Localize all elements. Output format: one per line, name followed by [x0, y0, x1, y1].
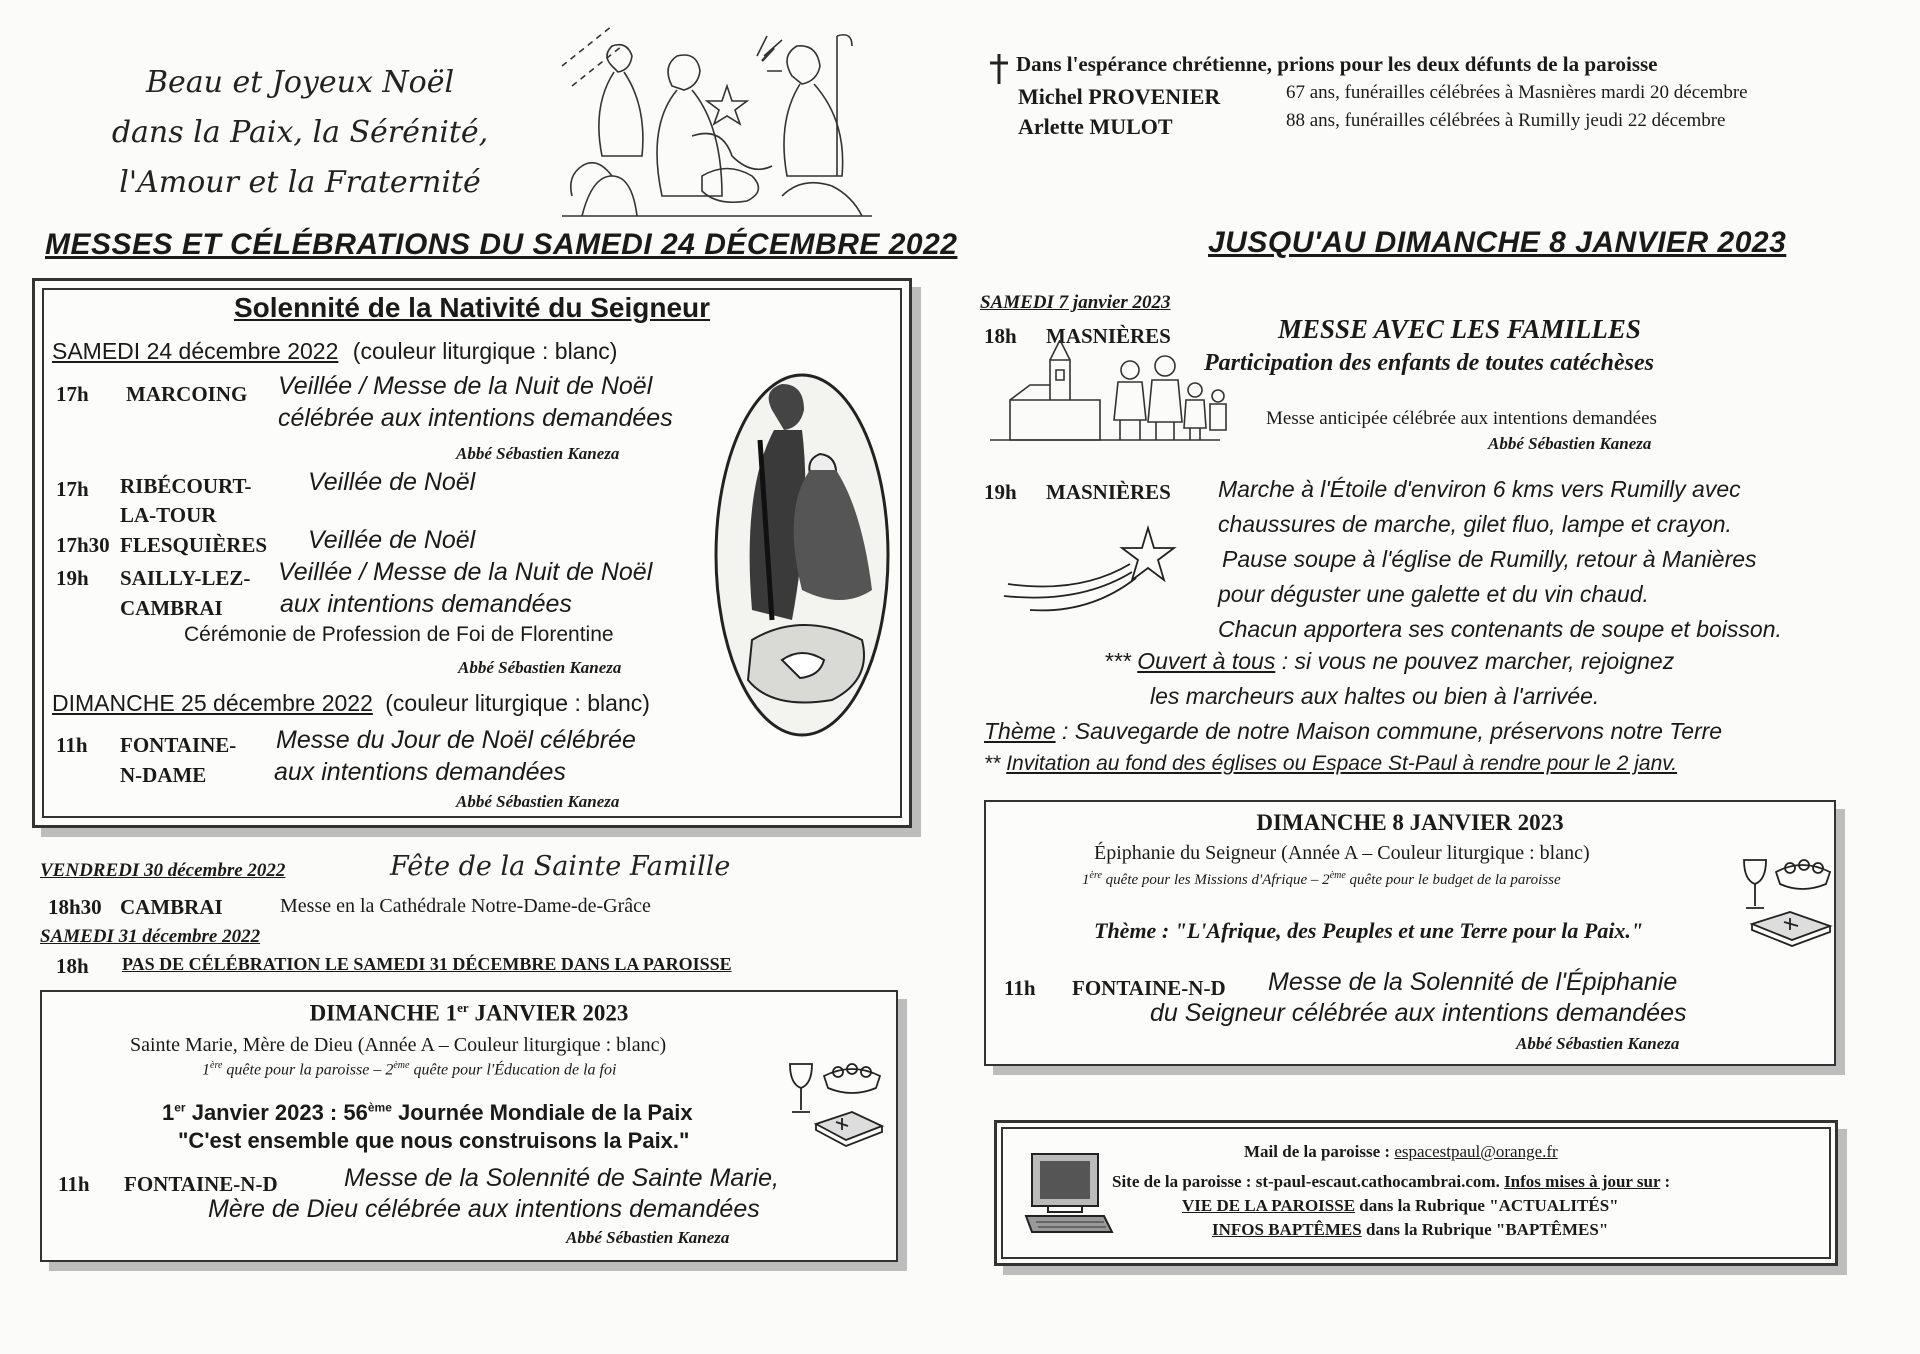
contact-bapt-link[interactable]: INFOS BAPTÊMES	[1212, 1220, 1362, 1239]
jan8-quete	[1082, 870, 1561, 889]
jan1-title	[40, 1000, 898, 1027]
e4-place-2: CAMBRAI	[120, 596, 223, 620]
contact-infos-colon: :	[1660, 1172, 1671, 1191]
jan7-anticipated: Messe anticipée célébrée aux intentions demandées	[1266, 408, 1657, 429]
sat24-header	[52, 338, 617, 365]
sat31-date: SAMEDI 31 décembre 2022	[40, 926, 261, 947]
e5-place-1: FONTAINE-	[120, 733, 237, 757]
jan1-quote: "C'est ensemble que nous construisons la Paix."	[178, 1128, 690, 1153]
jan1-title-a: DIMANCHE 1	[309, 1000, 458, 1026]
jan8-time: 11h	[1004, 976, 1036, 1000]
holy-family-place: CAMBRAI	[120, 895, 223, 919]
greeting-line-3: l'Amour et la Fraternité	[119, 165, 481, 200]
jan1-quete-sup1: ère	[210, 1060, 223, 1071]
contact-vie-text: dans la Rubrique "ACTUALITÉS"	[1355, 1196, 1619, 1215]
jan7-walk-line-3: Pause soupe à l'église de Rumilly, retour à Manières	[1222, 546, 1757, 572]
jan7-theme-text: : Sauvegarde de notre Maison commune, préservons notre Terre	[1055, 718, 1723, 744]
holy-family-date: VENDREDI 30 décembre 2022	[40, 860, 286, 881]
jan8-quete-sup1: ère	[1089, 870, 1102, 881]
jan7-date: SAMEDI 7 janvier 2023	[980, 292, 1171, 313]
greeting	[60, 58, 540, 208]
jan8-line2: du Seigneur célébrée aux intentions demandées	[1150, 999, 1687, 1027]
deceased-name-1: Michel PROVENIER	[1018, 84, 1221, 109]
jan1-day-c: Journée Mondiale de la Paix	[391, 1100, 693, 1125]
e5-place-2: N-DAME	[120, 763, 207, 787]
jan7-theme	[984, 718, 1722, 745]
contact-mail-link[interactable]: espacestpaul@orange.fr	[1394, 1142, 1558, 1161]
e1-signature: Abbé Sébastien Kaneza	[456, 444, 620, 463]
e3-place: FLESQUIÈRES	[120, 533, 268, 557]
computer-icon	[1024, 1152, 1116, 1236]
jan7-open-text: : si vous ne pouvez marcher, rejoignez	[1275, 648, 1675, 674]
greeting-line-1: Beau et Joyeux Noël	[145, 65, 455, 100]
e4-place-1: SAILLY-LEZ-	[120, 566, 251, 590]
deceased-details-1: 67 ans, funérailles célébrées à Masnières mardi 20 décembre	[1286, 82, 1748, 103]
jan7-open-label: Ouvert à tous	[1137, 648, 1276, 674]
sat31-time: 18h	[56, 954, 89, 978]
contact-mail-label: Mail de la paroisse :	[1244, 1142, 1395, 1161]
jan1-quete-b: quête pour la paroisse – 2	[222, 1061, 394, 1079]
contact-vie-link[interactable]: VIE DE LA PAROISSE	[1182, 1196, 1356, 1215]
e3-time: 17h30	[56, 533, 110, 557]
e3-line1: Veillée de Noël	[308, 526, 476, 554]
e4-line2: aux intentions demandées	[280, 590, 572, 618]
shooting-star-icon	[1000, 524, 1180, 614]
jan7-walk-line-5: Chacun apportera ses contenants de soupe et boisson.	[1218, 616, 1782, 642]
jan1-quete	[202, 1060, 616, 1079]
e2-time: 17h	[56, 477, 89, 501]
jan8-theme: Thème : "L'Afrique, des Peuples et une Terre pour la Paix."	[1094, 918, 1644, 943]
e5-line2: aux intentions demandées	[274, 758, 566, 786]
jan1-line1: Messe de la Solennité de Sainte Marie,	[344, 1164, 779, 1192]
jan1-line2: Mère de Dieu célébrée aux intentions demandées	[208, 1195, 760, 1223]
e4-line1: Veillée / Messe de la Nuit de Noël	[278, 558, 653, 586]
jan1-time: 11h	[58, 1172, 90, 1196]
holy-family-text: Messe en la Cathédrale Notre-Dame-de-Grâce	[280, 895, 651, 917]
jan1-day	[162, 1100, 693, 1126]
contact-bapt-line	[1212, 1220, 1608, 1240]
jan7-theme-label: Thème	[984, 718, 1056, 744]
sat31-text: PAS DE CÉLÉBRATION LE SAMEDI 31 DÉCEMBRE DANS LA PAROISSE	[122, 954, 732, 974]
jan7-signature: Abbé Sébastien Kaneza	[1488, 434, 1652, 453]
jan7-walk-line-4: pour déguster une galette et du vin chaud.	[1218, 581, 1649, 607]
chalice-bread-book-icon-2	[1740, 850, 1836, 950]
jan1-title-b: JANVIER 2023	[468, 1000, 629, 1026]
contact-mail-line	[1244, 1142, 1558, 1162]
jan7-place-2: MASNIÈRES	[1046, 480, 1171, 504]
sat24-date: SAMEDI 24 décembre 2022	[52, 338, 339, 364]
jan1-day-sup2: ème	[367, 1100, 392, 1115]
e2-place-1: RIBÉCOURT-	[120, 474, 252, 498]
e1-place: MARCOING	[126, 382, 248, 406]
nativity-title-text: Solennité de la Nativité du Seigneur	[233, 292, 711, 323]
chalice-bread-book-icon	[776, 1054, 886, 1150]
jan7-open-line-2: les marcheurs aux haltes ou bien à l'arrivée.	[1150, 683, 1600, 709]
holy-family-title: Fête de la Sainte Famille	[390, 851, 731, 882]
jan7-walk	[1218, 472, 1782, 647]
e4-time: 19h	[56, 566, 89, 590]
e1-time: 17h	[56, 382, 89, 406]
nativity-scene-illustration	[552, 26, 882, 222]
jan8-quete-sup2: ème	[1329, 870, 1346, 881]
e5-line1: Messe du Jour de Noël célébrée	[276, 726, 636, 754]
jan7-subtitle: Participation des enfants de toutes catéchèses	[1204, 350, 1654, 376]
jan8-line1: Messe de la Solennité de l'Épiphanie	[1268, 968, 1678, 996]
e2-line1: Veillée de Noël	[308, 468, 476, 496]
jan7-walk-line-2: chaussures de marche, gilet fluo, lampe et crayon.	[1218, 511, 1732, 537]
e4-signature: Abbé Sébastien Kaneza	[458, 658, 622, 677]
deceased-intro: Dans l'espérance chrétienne, prions pour les deux défunts de la paroisse	[1016, 52, 1658, 76]
deceased-details-2: 88 ans, funérailles célébrées à Rumilly jeudi 22 décembre	[1286, 110, 1726, 131]
e5-signature: Abbé Sébastien Kaneza	[456, 792, 620, 811]
church-family-illustration	[990, 340, 1230, 450]
jan1-day-sup1: er	[174, 1100, 186, 1115]
contact-vie-line	[1182, 1196, 1619, 1216]
jan7-place-1: MASNIÈRES	[1046, 324, 1171, 348]
jan7-time-2: 19h	[984, 480, 1017, 504]
e1-line1: Veillée / Messe de la Nuit de Noël	[278, 372, 653, 400]
e2-place-2: LA-TOUR	[120, 503, 217, 527]
contact-site-line	[1112, 1172, 1670, 1192]
contact-site-label: Site de la paroisse : st-paul-escaut.cathocambrai.com.	[1112, 1172, 1505, 1191]
jan8-signature: Abbé Sébastien Kaneza	[1516, 1034, 1680, 1053]
e4-line3: Cérémonie de Profession de Foi de Florentine	[184, 623, 614, 646]
jan1-quete-a: 1	[202, 1061, 210, 1079]
jan8-quete-b: quête pour les Missions d'Afrique – 2	[1101, 872, 1330, 888]
jan1-title-sup: er	[457, 1000, 469, 1015]
contact-bapt-text: dans la Rubrique "BAPTÊMES"	[1361, 1220, 1609, 1239]
jan1-quete-sup2: ème	[393, 1060, 410, 1071]
deceased-name-2: Arlette MULOT	[1018, 114, 1173, 139]
jan8-feast: Épiphanie du Seigneur (Année A – Couleur liturgique : blanc)	[1094, 842, 1590, 864]
jan7-open-stars: ***	[1104, 648, 1131, 674]
jan1-feast: Sainte Marie, Mère de Dieu (Année A – Couleur liturgique : blanc)	[130, 1034, 667, 1056]
jan1-quete-c: quête pour l'Éducation de la foi	[409, 1061, 617, 1079]
contact-infos: Infos mises à jour sur	[1504, 1172, 1661, 1191]
e5-time: 11h	[56, 733, 88, 757]
jan8-title: DIMANCHE 8 JANVIER 2023	[1256, 810, 1564, 835]
jan7-invite	[984, 752, 1677, 776]
greeting-line-2: dans la Paix, la Sérénité,	[111, 115, 489, 150]
sat24-color: (couleur liturgique : blanc)	[352, 338, 618, 364]
nativity-title	[32, 292, 912, 324]
sun25-header	[52, 690, 650, 717]
jan1-signature: Abbé Sébastien Kaneza	[566, 1228, 730, 1247]
jan8-quete-c: quête pour le budget de la paroisse	[1345, 872, 1561, 888]
jan1-day-a: 1	[162, 1100, 175, 1125]
sun25-date: DIMANCHE 25 décembre 2022	[52, 690, 373, 716]
jan7-title: MESSE AVEC LES FAMILLES	[1278, 314, 1641, 344]
left-banner-title: MESSES ET CÉLÉBRATIONS DU SAMEDI 24 DÉCEMBRE 2022	[45, 228, 958, 261]
jan7-invite-text: Invitation au fond des églises ou Espace St-Paul à rendre pour le 2 janv.	[1006, 752, 1678, 775]
jan8-quete-a: 1	[1082, 872, 1090, 888]
jan1-day-b: Janvier 2023 : 56	[185, 1100, 368, 1125]
jan7-walk-line-1: Marche à l'Étoile d'environ 6 kms vers Rumilly avec	[1218, 476, 1741, 502]
holy-family-oval-illustration	[712, 370, 892, 740]
jan7-time-1: 18h	[984, 324, 1017, 348]
jan7-invite-stars: **	[984, 752, 1001, 775]
jan8-place: FONTAINE-N-D	[1072, 976, 1226, 1000]
jan1-place: FONTAINE-N-D	[124, 1172, 278, 1196]
sun25-color: (couleur liturgique : blanc)	[385, 690, 650, 716]
jan7-open	[1104, 648, 1674, 675]
holy-family-time: 18h30	[48, 895, 102, 919]
e1-line2: célébrée aux intentions demandées	[278, 404, 673, 432]
cross-icon	[988, 52, 1010, 86]
right-banner-title: JUSQU'AU DIMANCHE 8 JANVIER 2023	[1208, 226, 1787, 259]
